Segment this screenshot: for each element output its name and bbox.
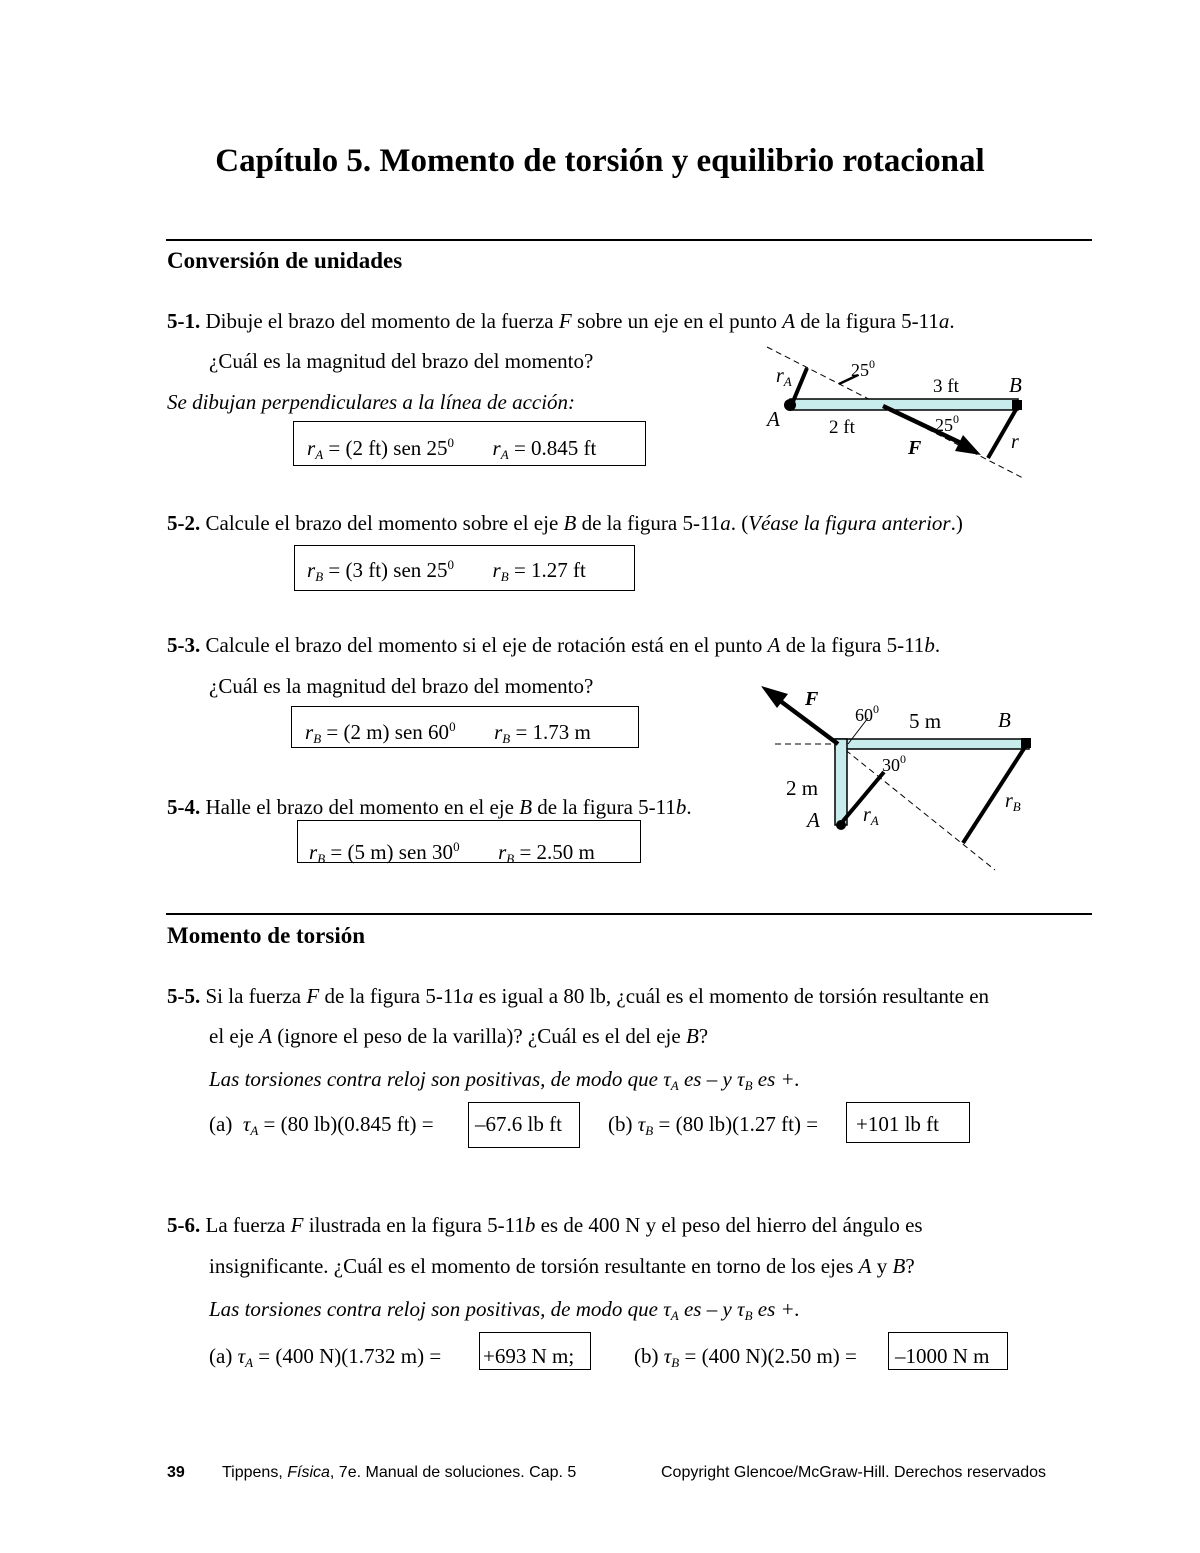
figure-5-11b — [755, 675, 1045, 875]
answer-5-5-a: –67.6 lb ft — [475, 1112, 562, 1136]
problem-5-3-statement: 5-3. Calcule el brazo del momento si el eje de rotación está en el punto A de la figura 5-11b. — [167, 633, 941, 657]
problem-5-5-statement: 5-5. Si la fuerza F de la figura 5-11a es igual a 80 lb, ¿cuál es el momento de torsión resultante en — [167, 984, 990, 1008]
label-2m: 2 m — [786, 776, 819, 800]
label-b: B — [998, 708, 1011, 732]
problem-5-6-note: Las torsiones contra reloj son positivas, de modo que $\tau_A$ es – y $\tau_B$ es +. — [209, 1297, 800, 1323]
section-divider — [166, 239, 1092, 241]
vertical-bar — [835, 739, 847, 825]
answer-5-5-b: +101 lb ft — [856, 1112, 940, 1136]
problem-5-2-statement: 5-2. Calcule el brazo del momento sobre el eje B de la figura 5-11a. (Véase la figura anterior.) — [167, 511, 963, 535]
section-heading-conversion: Conversión de unidades — [167, 248, 403, 273]
footer-source: Tippens, Física, 7e. Manual de soluciones. Cap. 5 — [222, 1464, 577, 1481]
page-title: Capítulo 5. Momento de torsión y equilibrio rotacional — [215, 143, 985, 179]
label-angle-top: $25^0$ — [851, 357, 875, 380]
label-f: F — [908, 437, 922, 459]
answer-5-6-a: +693 N m; — [483, 1344, 575, 1368]
answer-5-2: $r_B = (3$ ft) sen $25^0$ $r_B = 1.27$ ft — [307, 557, 586, 584]
section-divider — [166, 913, 1092, 915]
label-angle-60: $60^0$ — [855, 702, 879, 725]
answer-5-6-b-formula: (b) $\tau_B = (400$ N)(2.50 m) = — [634, 1344, 857, 1370]
label-rb: $r_B$ — [1005, 790, 1021, 814]
problem-5-5-note: Las torsiones contra reloj son positivas, de modo que $\tau_A$ es – y $\tau_B$ es +. — [209, 1067, 800, 1093]
label-a: A — [807, 808, 820, 832]
label-a: A — [767, 407, 780, 431]
problem-5-3-question: ¿Cuál es la magnitud del brazo del momento? — [209, 674, 594, 698]
answer-5-5-b-formula: (b) $\tau_B = (80$ lb)(1.27 ft) = — [608, 1112, 819, 1138]
footer-copyright: Copyright Glencoe/McGraw-Hill. Derechos reservados — [661, 1464, 1047, 1481]
arm-rb — [963, 747, 1025, 843]
label-2ft: 2 ft — [829, 417, 855, 438]
label-angle-low: $25^0$ — [935, 412, 959, 435]
horizontal-bar — [835, 739, 1029, 749]
answer-5-6-a-formula: (a) $\tau_A = (400$ N)(1.732 m) = — [209, 1344, 442, 1370]
answer-5-1: $r_A = (2$ ft) sen $25^0$ $r_A = 0.845$ ft — [307, 435, 597, 462]
answer-5-5-a-formula: (a) $\tau_A = (80$ lb)(0.845 ft) = — [209, 1112, 434, 1138]
page-number: 39 — [167, 1464, 185, 1481]
label-ra: $r_A$ — [863, 804, 879, 828]
rod — [790, 399, 1018, 410]
section-heading-torque: Momento de torsión — [167, 923, 366, 948]
answer-5-6-b: –1000 N m — [895, 1344, 990, 1368]
problem-5-5-statement-cont: el eje A (ignore el peso de la varilla)? ¿Cuál es el del eje B? — [209, 1024, 709, 1048]
answer-5-3: $r_B = (2$ m) sen $60^0$ $r_B = 1.73$ m — [305, 719, 591, 746]
label-r: r — [1011, 431, 1019, 453]
problem-5-1-statement: 5-1. Dibuje el brazo del momento de la fuerza F sobre un eje en el punto A de la figura 5-11a. — [167, 309, 955, 333]
label-angle-30: $30^0$ — [882, 752, 906, 775]
line-of-action-b — [838, 744, 995, 870]
label-b: B — [1009, 373, 1022, 397]
problem-5-1-question: ¿Cuál es la magnitud del brazo del momento? — [209, 349, 594, 373]
figure-5-11a — [755, 340, 1055, 485]
problem-5-6-statement-cont: insignificante. ¿Cuál es el momento de torsión resultante en torno de los ejes A y B? — [209, 1254, 915, 1278]
label-5m: 5 m — [909, 709, 942, 733]
answer-5-4: $r_B = (5$ m) sen $30^0$ $r_B = 2.50$ m — [309, 839, 595, 866]
problem-5-4-statement: 5-4. Halle el brazo del momento en el eje B de la figura 5-11b. — [167, 795, 692, 819]
label-ra: $r_A$ — [776, 365, 792, 389]
problem-5-1-note: Se dibujan perpendiculares a la línea de acción: — [167, 390, 576, 414]
force-f-arrowhead — [955, 435, 981, 455]
pivot-b-dot — [1021, 738, 1031, 748]
label-f: F — [805, 688, 819, 710]
problem-5-6-statement: 5-6. La fuerza F ilustrada en la figura 5-11b es de 400 N y el peso del hierro del ángulo es — [167, 1213, 923, 1237]
label-3ft: 3 ft — [933, 376, 959, 397]
